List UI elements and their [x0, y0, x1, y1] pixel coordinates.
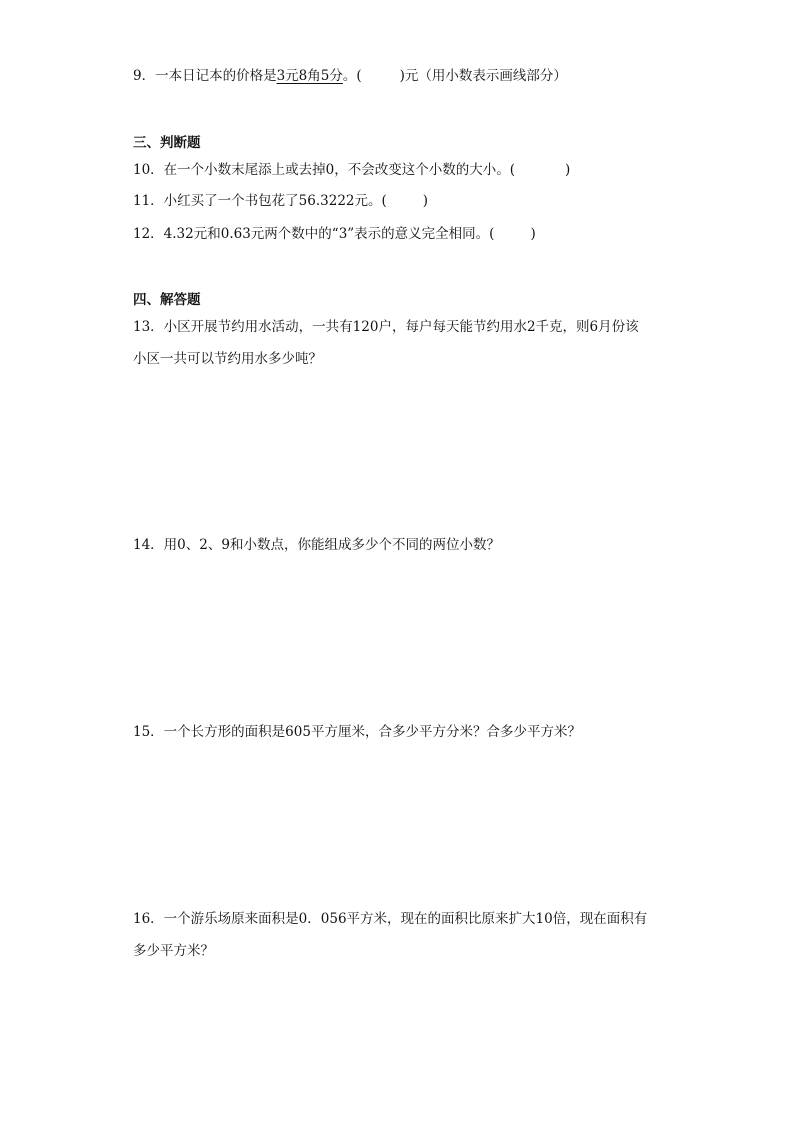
section-3-title: 三、判断题	[133, 135, 201, 151]
question-16-line-2: 多少平方米？	[133, 943, 214, 959]
question-9-close: )元（用小数表示画线部分）	[399, 68, 567, 84]
question-9	[133, 66, 567, 86]
question-10	[133, 160, 570, 180]
question-12-close: )	[530, 226, 536, 242]
question-16-line-1: 16．一个游乐场原来面积是0．056平方米，现在的面积比原来扩大10倍，现在面积有	[133, 911, 648, 927]
question-15: 15．一个长方形的面积是605平方厘米，合多少平方分米？合多少平方米？	[133, 724, 581, 740]
question-13-line-2: 小区一共可以节约用水多少吨？	[133, 351, 322, 367]
question-9-underlined: 3元8角5分	[276, 68, 343, 84]
question-10-text: 10．在一个小数末尾添上或去掉0，不会改变这个小数的大小。(	[133, 162, 516, 178]
question-9-suffix: 。(	[342, 68, 362, 84]
question-10-close: )	[565, 162, 571, 178]
question-9-prefix: 9．一本日记本的价格是	[133, 68, 277, 84]
question-11-text: 11．小红买了一个书包花了56.3222元。(	[133, 193, 387, 209]
question-11-close: )	[422, 193, 429, 209]
section-4-title: 四、解答题	[133, 292, 201, 308]
question-13-line-1: 13．小区开展节约用水活动，一共有120户，每户每天能节约用水2千克，则6月份该	[133, 319, 639, 335]
question-14: 14．用0、2、9和小数点，你能组成多少个不同的两位小数？	[133, 537, 500, 553]
question-11	[133, 191, 428, 211]
question-12-text: 12．4.32元和0.63元两个数中的“3”表示的意义完全相同。(	[133, 226, 495, 242]
question-12	[133, 224, 536, 244]
